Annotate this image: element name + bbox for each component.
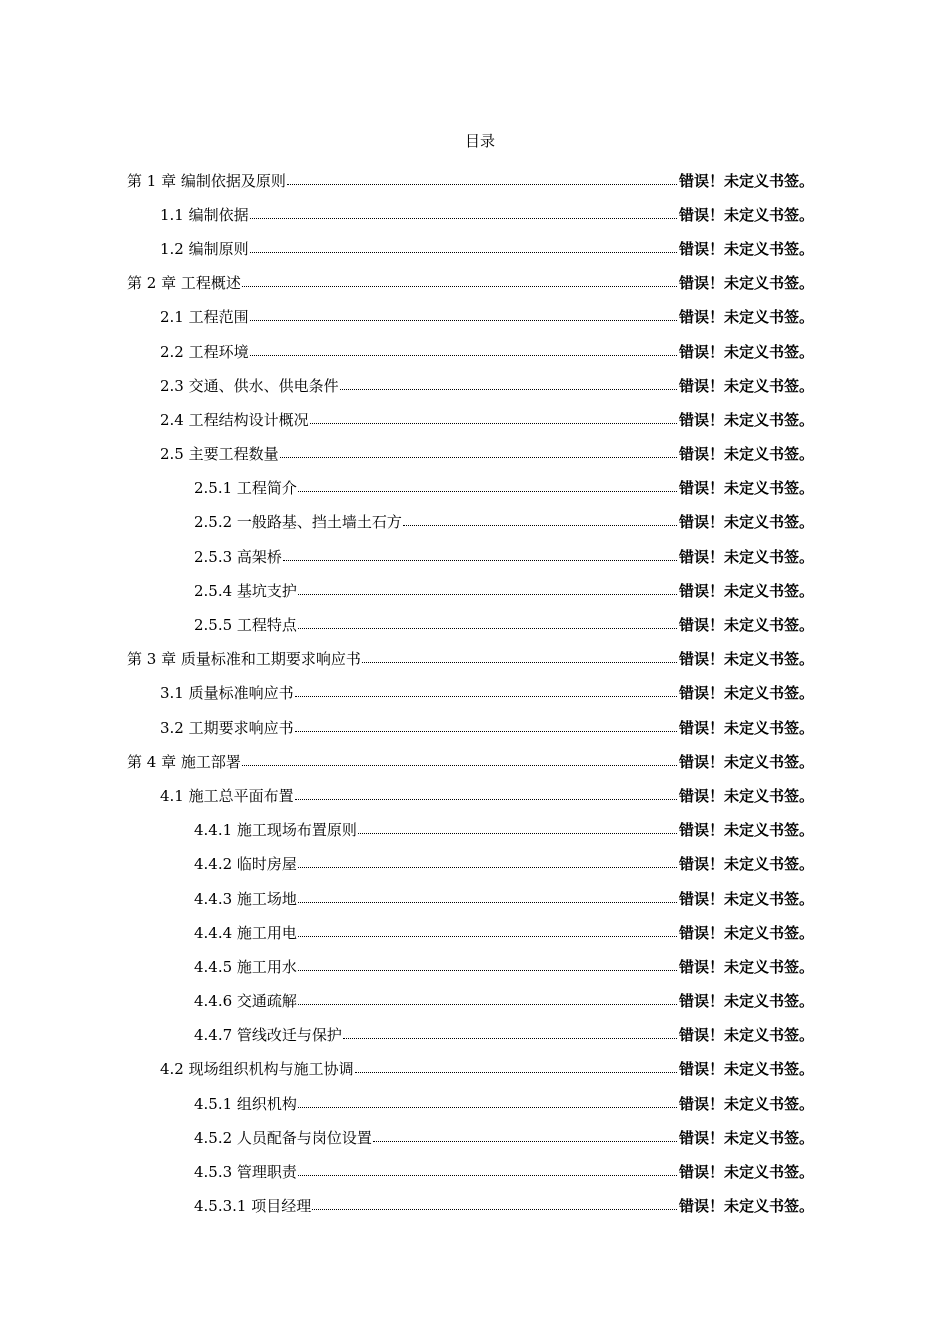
toc-entry-label: 2.2 工程环境 [160,342,249,361]
toc-entry-label: 4.5.3.1 项目经理 [194,1197,312,1216]
toc-entry-label: 2.1 工程范围 [160,308,249,327]
toc-entry-page-ref: 错误！未定义书签。 [679,342,815,361]
toc-entry-label: 2.5.1 工程简介 [194,479,297,498]
toc-dot-leader [340,388,677,390]
toc-entry[interactable] [0,642,950,676]
toc-entry[interactable] [0,984,950,1018]
toc-entry-page-ref: 错误！未定义书签。 [679,616,815,635]
toc-entry-page-ref: 错误！未定义书签。 [679,786,815,805]
toc-dot-leader [250,251,677,253]
toc-dot-leader [373,1140,677,1142]
toc-entry-label: 第 3 章 质量标准和工期要求响应书 [127,650,361,669]
toc-dot-leader [298,627,677,629]
toc-entry-page-ref: 错误！未定义书签。 [679,650,815,669]
toc-dot-leader [403,524,677,526]
toc-entry-label: 2.5.5 工程特点 [194,616,297,635]
toc-dot-leader [280,456,677,458]
toc-dot-leader [298,901,677,903]
toc-dot-leader [355,1071,677,1073]
toc-entry-label: 4.4.2 临时房屋 [194,855,297,874]
toc-entry-page-ref: 错误！未定义书签。 [679,171,815,190]
toc-dot-leader [358,832,677,834]
toc-entry-label: 2.5.2 一般路基、挡土墙土石方 [194,513,402,532]
toc-entry-page-ref: 错误！未定义书签。 [679,547,815,566]
toc-entry-label: 4.4.4 施工用电 [194,923,297,942]
toc-dot-leader [242,285,677,287]
toc-entry[interactable] [0,881,950,915]
toc-entry[interactable] [0,163,950,197]
toc-entry-label: 4.2 现场组织机构与施工协调 [160,1060,354,1079]
toc-entry-page-ref: 错误！未定义书签。 [679,992,815,1011]
toc-entry[interactable] [0,813,950,847]
toc-dot-leader [295,730,677,732]
toc-entry[interactable] [0,231,950,265]
toc-entry[interactable] [0,847,950,881]
toc-entry[interactable] [0,300,950,334]
toc-entry-label: 2.3 交通、供水、供电条件 [160,376,339,395]
toc-entry-page-ref: 错误！未定义书签。 [679,1197,815,1216]
toc-entry-page-ref: 错误！未定义书签。 [679,821,815,840]
toc-entry[interactable] [0,676,950,710]
toc-entry-page-ref: 错误！未定义书签。 [679,752,815,771]
toc-dot-leader [310,422,677,424]
toc-entry-page-ref: 错误！未定义书签。 [679,1128,815,1147]
toc-entry-label: 4.4.3 施工场地 [194,889,297,908]
toc-entry-label: 3.2 工期要求响应书 [160,718,294,737]
toc-entry[interactable] [0,1018,950,1052]
toc-entry-label: 4.4.7 管线改迁与保护 [194,1026,342,1045]
toc-entry-label: 3.1 质量标准响应书 [160,684,294,703]
toc-dot-leader [343,1037,677,1039]
toc-entry-page-ref: 错误！未定义书签。 [679,923,815,942]
toc-entry[interactable] [0,915,950,949]
toc-entry-page-ref: 错误！未定义书签。 [679,239,815,258]
toc-entry-label: 2.5 主要工程数量 [160,445,279,464]
toc-entry[interactable] [0,334,950,368]
toc-dot-leader [298,1174,677,1176]
toc-dot-leader [250,354,677,356]
toc-dot-leader [250,319,677,321]
toc-entry-page-ref: 错误！未定义书签。 [679,1026,815,1045]
toc-entry-label: 2.5.4 基坑支护 [194,581,297,600]
toc-dot-leader [242,764,677,766]
toc-entry[interactable] [0,1086,950,1120]
toc-entry-label: 1.2 编制原则 [160,239,249,258]
toc-entry-page-ref: 错误！未定义书签。 [679,479,815,498]
toc-entry-label: 第 2 章 工程概述 [127,274,241,293]
toc-dot-leader [287,183,677,185]
toc-list [0,163,950,1223]
toc-entry[interactable] [0,437,950,471]
toc-entry-page-ref: 错误！未定义书签。 [679,205,815,224]
toc-entry-label: 1.1 编制依据 [160,205,249,224]
toc-entry[interactable] [0,1154,950,1188]
toc-entry[interactable] [0,607,950,641]
toc-entry[interactable] [0,1189,950,1223]
toc-entry[interactable] [0,471,950,505]
toc-dot-leader [298,593,677,595]
toc-entry[interactable] [0,949,950,983]
toc-entry-page-ref: 错误！未定义书签。 [679,1163,815,1182]
toc-dot-leader [250,217,677,219]
toc-title: 目录 [464,132,495,150]
toc-entry-label: 第 1 章 编制依据及原则 [127,171,286,190]
toc-entry-page-ref: 错误！未定义书签。 [679,581,815,600]
toc-entry[interactable] [0,744,950,778]
toc-entry-label: 4.4.5 施工用水 [194,957,297,976]
toc-entry[interactable] [0,266,950,300]
toc-entry-label: 4.5.3 管理职责 [194,1163,297,1182]
toc-entry-page-ref: 错误！未定义书签。 [679,376,815,395]
toc-entry-page-ref: 错误！未定义书签。 [679,889,815,908]
toc-entry-label: 4.5.2 人员配备与岗位设置 [194,1128,372,1147]
toc-entry-page-ref: 错误！未定义书签。 [679,410,815,429]
toc-entry-page-ref: 错误！未定义书签。 [679,308,815,327]
toc-entry-page-ref: 错误！未定义书签。 [679,718,815,737]
toc-dot-leader [298,1106,677,1108]
toc-entry[interactable] [0,197,950,231]
toc-entry-page-ref: 错误！未定义书签。 [679,274,815,293]
toc-entry-label: 2.5.3 高架桥 [194,547,282,566]
toc-dot-leader [295,798,677,800]
toc-entry-label: 4.5.1 组织机构 [194,1094,297,1113]
toc-dot-leader [298,935,677,937]
toc-entry-label: 4.1 施工总平面布置 [160,786,294,805]
toc-entry-page-ref: 错误！未定义书签。 [679,1060,815,1079]
toc-entry-page-ref: 错误！未定义书签。 [679,855,815,874]
toc-entry-page-ref: 错误！未定义书签。 [679,445,815,464]
toc-entry[interactable] [0,368,950,402]
toc-entry[interactable] [0,539,950,573]
toc-dot-leader [283,559,677,561]
toc-dot-leader [298,1003,677,1005]
toc-entry-page-ref: 错误！未定义书签。 [679,957,815,976]
toc-entry-page-ref: 错误！未定义书签。 [679,513,815,532]
toc-entry[interactable] [0,778,950,812]
toc-dot-leader [362,661,677,663]
toc-entry-label: 4.4.6 交通疏解 [194,992,297,1011]
toc-entry[interactable] [0,573,950,607]
toc-entry-page-ref: 错误！未定义书签。 [679,1094,815,1113]
toc-dot-leader [298,969,677,971]
toc-entry[interactable] [0,402,950,436]
toc-entry[interactable] [0,1120,950,1154]
toc-dot-leader [295,695,677,697]
toc-entry[interactable] [0,1052,950,1086]
toc-dot-leader [298,490,677,492]
toc-dot-leader [312,1208,677,1210]
toc-entry-label: 4.4.1 施工现场布置原则 [194,821,357,840]
toc-entry-label: 第 4 章 施工部署 [127,752,241,771]
toc-entry-label: 2.4 工程结构设计概况 [160,410,309,429]
toc-dot-leader [298,866,677,868]
toc-entry[interactable] [0,710,950,744]
toc-entry[interactable] [0,505,950,539]
toc-entry-page-ref: 错误！未定义书签。 [679,684,815,703]
